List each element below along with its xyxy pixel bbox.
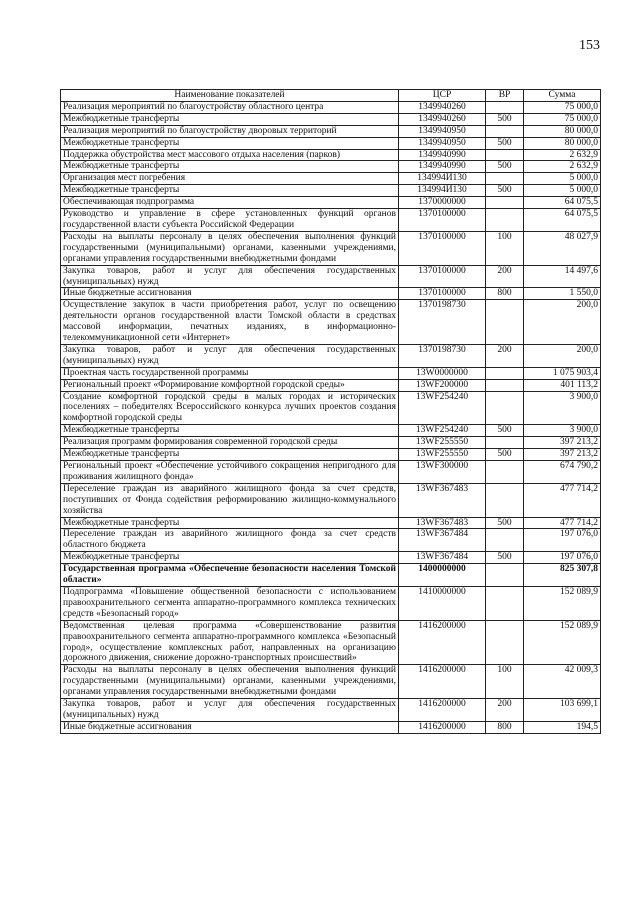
row-csr: 13W0000000 [399,367,486,379]
row-vr: 500 [486,449,524,461]
header-name: Наименование показателей [61,90,399,102]
page-number: 153 [579,38,600,53]
table-row [61,161,601,173]
row-name: Закупка товаров, работ и услуг для обеспечения государственных (муниципальных) нужд [61,699,399,722]
row-vr: 800 [486,288,524,300]
row-csr: 1349940950 [399,125,486,137]
row-sum: 64 075,5 [524,209,601,232]
table-row [61,517,601,529]
row-sum: 152 089,9 [524,586,601,620]
row-csr: 13WF200000 [399,379,486,391]
row-csr: 13WF255550 [399,449,486,461]
row-sum: 197 076,0 [524,552,601,564]
row-csr: 13WF254240 [399,425,486,437]
row-sum: 14 497,6 [524,265,601,288]
row-sum: 401 113,2 [524,379,601,391]
table-row [61,529,601,552]
table-row [61,699,601,722]
row-sum: 1 075 903,4 [524,367,601,379]
row-name: Иные бюджетные ассигнования [61,288,399,300]
row-name: Закупка товаров, работ и услуг для обеспечения государственных (муниципальных) нужд [61,344,399,367]
row-vr [486,391,524,425]
row-vr: 500 [486,425,524,437]
row-csr: 13WF367483 [399,517,486,529]
row-csr: 13WF255550 [399,437,486,449]
table-row [61,437,601,449]
row-vr: 500 [486,137,524,149]
table-row [61,137,601,149]
row-sum: 397 213,2 [524,437,601,449]
row-vr: 100 [486,665,524,699]
row-sum: 825 307,8 [524,564,601,587]
row-sum: 103 699,1 [524,699,601,722]
table-row [61,449,601,461]
row-csr: 1410000000 [399,586,486,620]
row-sum: 5 000,0 [524,173,601,185]
row-sum: 2 632,9 [524,161,601,173]
row-vr [486,300,524,345]
row-sum: 152 089,9 [524,620,601,665]
table-row [61,461,601,484]
table-row [61,379,601,391]
row-sum: 1 550,0 [524,288,601,300]
row-csr: 1370000000 [399,197,486,209]
table-row [61,564,601,587]
row-csr: 134994И130 [399,173,486,185]
row-csr: 13WF254240 [399,391,486,425]
row-csr: 13WF367484 [399,529,486,552]
row-csr: 1370198730 [399,344,486,367]
row-vr [486,586,524,620]
row-sum: 477 714,2 [524,483,601,517]
row-csr: 1416200000 [399,665,486,699]
table-row [61,101,601,113]
row-csr: 13WF367484 [399,552,486,564]
table-row [61,721,601,733]
row-vr [486,149,524,161]
table-row [61,113,601,125]
table-row [61,265,601,288]
row-name: Региональный проект «Формирование комфортной городской среды» [61,379,399,391]
table-row [61,552,601,564]
row-sum: 200,0 [524,300,601,345]
row-name: Иные бюджетные ассигнования [61,721,399,733]
table-row [61,149,601,161]
row-csr: 134994И130 [399,185,486,197]
row-name: Межбюджетные трансферты [61,552,399,564]
row-name: Межбюджетные трансферты [61,425,399,437]
table-row [61,367,601,379]
row-csr: 13WF300000 [399,461,486,484]
row-csr: 1349940260 [399,101,486,113]
row-sum: 5 000,0 [524,185,601,197]
row-name: Межбюджетные трансферты [61,449,399,461]
row-vr: 500 [486,161,524,173]
table-row [61,300,601,345]
row-sum: 2 632,9 [524,149,601,161]
table-row [61,197,601,209]
table-row [61,209,601,232]
row-vr: 200 [486,344,524,367]
table-row [61,620,601,665]
table-row [61,665,601,699]
row-csr: 1400000000 [399,564,486,587]
row-name: Расходы на выплаты персоналу в целях обеспечения выполнения функций государственными (муниципальными) органами, казенными учреждениями, органами управления государственными внебюджетными фондами [61,665,399,699]
row-sum: 42 009,3 [524,665,601,699]
table-row [61,425,601,437]
row-csr: 1370100000 [399,265,486,288]
row-name: Межбюджетные трансферты [61,517,399,529]
row-name: Обеспечивающая подпрограмма [61,197,399,209]
row-vr [486,197,524,209]
row-sum: 674 790,2 [524,461,601,484]
header-sum: Сумма [524,90,601,102]
row-vr [486,173,524,185]
table-row [61,173,601,185]
table-row [61,483,601,517]
row-name: Межбюджетные трансферты [61,137,399,149]
row-sum: 80 000,0 [524,137,601,149]
row-vr [486,367,524,379]
row-vr [486,125,524,137]
row-sum: 3 900,0 [524,391,601,425]
row-vr: 200 [486,265,524,288]
row-csr: 13WF367483 [399,483,486,517]
table-row [61,391,601,425]
row-name: Реализация мероприятий по благоустройству областного центра [61,101,399,113]
row-sum: 75 000,0 [524,113,601,125]
table-body [61,101,601,733]
row-csr: 1370100000 [399,209,486,232]
table-header-row [61,90,601,102]
row-vr [486,529,524,552]
row-csr: 1416200000 [399,721,486,733]
row-name: Создание комфортной городской среды в малых городах и исторических поселениях – победителях Всероссийского конкурса лучших проектов создания комфортной городской среды [61,391,399,425]
row-csr: 1416200000 [399,699,486,722]
table-row [61,231,601,265]
header-vr: ВР [486,90,524,102]
row-name: Межбюджетные трансферты [61,185,399,197]
row-vr [486,483,524,517]
row-name: Поддержка обустройства мест массового отдыха населения (парков) [61,149,399,161]
row-name: Руководство и управление в сфере установленных функций органов государственной власти субъекта Российской Федерации [61,209,399,232]
row-name: Государственная программа «Обеспечение безопасности населения Томской области» [61,564,399,587]
row-sum: 80 000,0 [524,125,601,137]
row-vr: 500 [486,517,524,529]
row-csr: 1370100000 [399,288,486,300]
row-csr: 1349940990 [399,149,486,161]
row-name: Реализация программ формирования современной городской среды [61,437,399,449]
row-csr: 1370198730 [399,300,486,345]
row-vr: 500 [486,113,524,125]
table-row [61,288,601,300]
row-csr: 1416200000 [399,620,486,665]
row-name: Организация мест погребения [61,173,399,185]
row-name: Региональный проект «Обеспечение устойчивого сокращения непригодного для проживания жилищного фонда» [61,461,399,484]
row-name: Реализация мероприятий по благоустройству дворовых территорий [61,125,399,137]
row-name: Переселение граждан из аварийного жилищного фонда за счет средств, поступивших от Фонда содействия реформированию жилищно-коммунального хозяйства [61,483,399,517]
row-name: Осуществление закупок в части приобретения работ, услуг по освещению деятельности органов государственной власти Томской области в средствах массовой информации, печатных изданиях, в информационно-телекоммуникационной сети «Интернет» [61,300,399,345]
row-vr: 200 [486,699,524,722]
row-csr: 1370100000 [399,231,486,265]
row-sum: 194,5 [524,721,601,733]
row-vr [486,379,524,391]
row-name: Расходы на выплаты персоналу в целях обеспечения выполнения функций государственными (муниципальными) органами, казенными учреждениями, органами управления государственными внебюджетными фондами [61,231,399,265]
table-row [61,344,601,367]
row-name: Закупка товаров, работ и услуг для обеспечения государственных (муниципальных) нужд [61,265,399,288]
row-vr: 500 [486,185,524,197]
row-sum: 477 714,2 [524,517,601,529]
row-vr: 800 [486,721,524,733]
row-csr: 1349940950 [399,137,486,149]
row-sum: 48 027,9 [524,231,601,265]
row-vr [486,620,524,665]
row-vr: 100 [486,231,524,265]
row-csr: 1349940260 [399,113,486,125]
row-vr [486,209,524,232]
row-name: Межбюджетные трансферты [61,161,399,173]
row-sum: 200,0 [524,344,601,367]
table-row [61,185,601,197]
row-name: Подпрограмма «Повышение общественной безопасности с использованием правоохранительного сегмента аппаратно-программного комплекса технических средств «Безопасный город» [61,586,399,620]
row-sum: 197 076,0 [524,529,601,552]
row-sum: 75 000,0 [524,101,601,113]
row-vr [486,437,524,449]
row-sum: 64 075,5 [524,197,601,209]
row-vr [486,461,524,484]
table-row [61,125,601,137]
header-csr: ЦСР [399,90,486,102]
row-vr [486,564,524,587]
row-name: Проектная часть государственной программы [61,367,399,379]
row-name: Межбюджетные трансферты [61,113,399,125]
row-name: Переселение граждан из аварийного жилищного фонда за счет средств областного бюджета [61,529,399,552]
row-sum: 3 900,0 [524,425,601,437]
row-name: Ведомственная целевая программа «Совершенствование развития правоохранительного сегмента аппаратно-программного комплекса «Безопасный город», осуществление комплексных работ, направленных на организацию дорожного движения, снижение дорожно-транспортных происшествий» [61,620,399,665]
row-vr [486,101,524,113]
row-csr: 1349940990 [399,161,486,173]
row-vr: 500 [486,552,524,564]
table-row [61,586,601,620]
budget-table [60,89,601,734]
row-sum: 397 213,2 [524,449,601,461]
